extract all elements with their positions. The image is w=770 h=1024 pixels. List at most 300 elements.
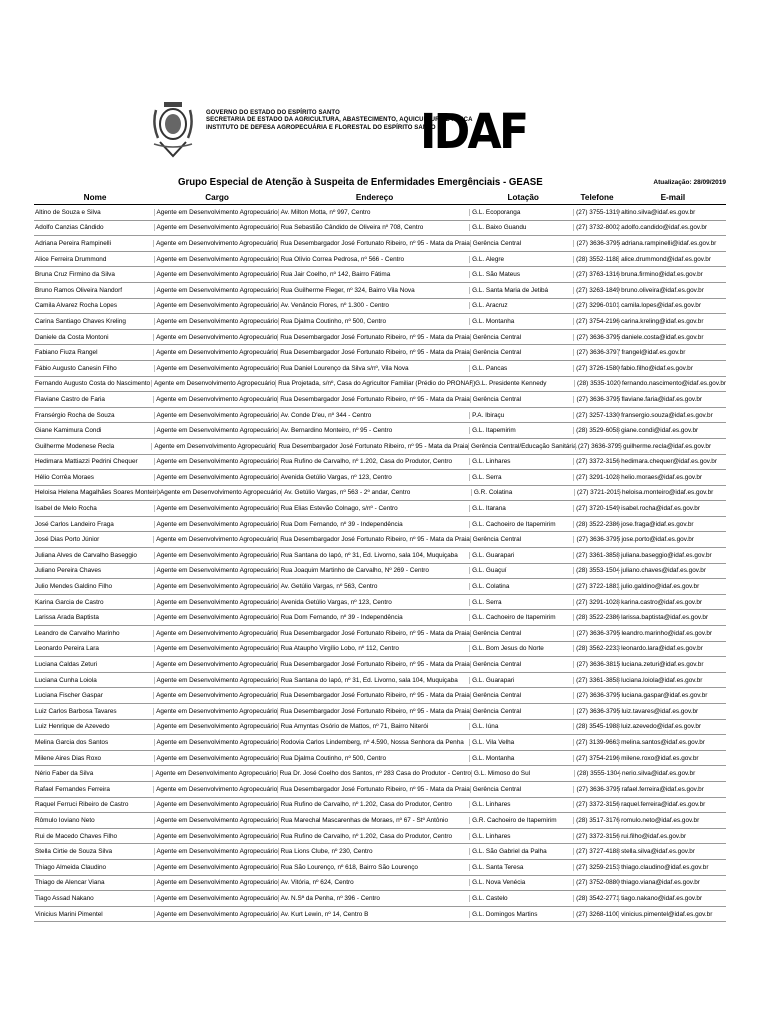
state-coat-of-arms-icon (150, 98, 196, 160)
table-row (34, 330, 726, 346)
table-row (34, 564, 726, 580)
cell-endereco: Rua Desembargador José Fortunato Ribeiro, nº 95 - Mata da Praia (277, 334, 470, 341)
cell-lotacao: Gerência Central (470, 786, 574, 793)
table-row (34, 829, 726, 845)
cell-email: milene.roxo@idaf.es.gov.br (618, 755, 726, 762)
cell-email: jose.porto@idaf.es.gov.br (618, 536, 726, 543)
cell-cargo: Agente em Desenvolvimento Agropecuário (154, 677, 278, 684)
cell-endereco: Rua Rufino de Carvalho, nº 1.202, Casa do Produtor, Centro (278, 801, 469, 808)
cell-telefone: (27) 3754-2196 (573, 755, 618, 762)
cell-telefone: (28) 3522-2386 (573, 614, 618, 621)
cell-cargo: Agente em Desenvolvimento Agropecuário (154, 271, 278, 278)
cell-lotacao: Gerência Central (470, 536, 574, 543)
table-row (34, 299, 726, 315)
cell-endereco: Rua Rufino de Carvalho, nº 1.202, Casa do Produtor, Centro (278, 833, 469, 840)
cell-cargo: Agente em Desenvolvimento Agropecuário (154, 645, 278, 652)
cell-nome: Fernando Augusto Costa do Nascimento (35, 380, 151, 388)
cell-email: juliano.chaves@idaf.es.gov.br (618, 567, 726, 574)
cell-lotacao: Gerência Central (470, 708, 574, 715)
cell-lotacao: Gerência Central (470, 396, 574, 403)
cell-endereco: Rua São Lourenço, nº 618, Bairro São Lourenço (278, 864, 469, 871)
cell-endereco: Rua Djalma Coutinho, nº 500, Centro (278, 755, 469, 762)
cell-lotacao: G.L. Guarapari (469, 552, 573, 559)
column-header-lotacao: Lotação (507, 192, 539, 202)
cell-endereco: Rua Desembargador José Fortunato Ribeiro, nº 95 - Mata da Praia (277, 396, 470, 403)
cell-endereco: Rua Sebastião Cândido de Oliveira nº 708, Centro (278, 224, 469, 231)
cell-nome: José Carlos Landeiro Fraga (35, 520, 114, 528)
table-row (34, 610, 726, 626)
cell-cargo: Agente em Desenvolvimento Agropecuário (151, 380, 275, 387)
cell-lotacao: G.L. Montanha (469, 755, 573, 762)
cell-lotacao: G.L. São Gabriel da Palha (469, 848, 573, 855)
cell-nome: Leonardo Pereira Lara (35, 645, 99, 653)
cell-telefone: (27) 3636-3795 (573, 396, 618, 403)
column-header-email: E-mail (660, 192, 686, 202)
cell-telefone: (28) 3545-1988 (573, 723, 618, 730)
table-row (34, 408, 726, 424)
table-row (34, 626, 726, 642)
cell-telefone: (27) 3636-3795 (573, 536, 618, 543)
cell-cargo: Agente em Desenvolvimento Agropecuário (154, 209, 278, 216)
cell-nome: Luciana Fischer Gaspar (35, 692, 103, 700)
cell-telefone: (27) 3752-0880 (573, 879, 618, 886)
cell-email: rafael.ferreira@idaf.es.gov.br (618, 786, 726, 793)
table-row (34, 798, 726, 814)
cell-nome: Vinicius Marini Pimentel (35, 910, 103, 918)
government-lines (206, 110, 473, 132)
cell-telefone: (27) 3721-2015 (574, 489, 619, 496)
cell-telefone: (27) 3372-3156 (573, 458, 618, 465)
cell-email: raquel.ferreira@idaf.es.gov.br (618, 801, 726, 808)
cell-nome: Isabel de Melo Rocha (35, 505, 97, 513)
cell-email: fabio.filho@idaf.es.gov.br (618, 365, 726, 372)
cell-endereco: Rua Desembargador José Fortunato Ribeiro, nº 95 - Mata da Praia (277, 240, 470, 247)
update-date: Atualização: 28/09/2019 (653, 179, 726, 186)
cell-endereco: Rua Djalma Coutinho, nº 500, Centro (278, 318, 469, 325)
cell-email: camila.lopes@idaf.es.gov.br (618, 302, 726, 309)
contacts-table (34, 190, 726, 922)
cell-nome: Carina Santiago Chaves Kreling (35, 317, 126, 325)
cell-telefone: (27) 3361-3858 (573, 552, 618, 559)
cell-email: juliana.baseggio@idaf.es.gov.br (618, 552, 726, 559)
cell-email: larissa.baptista@idaf.es.gov.br (618, 614, 726, 621)
cell-endereco: Rua Projetada, s/nº, Casa do Agricultor Familiar (Prédio do PRONAF) (275, 380, 472, 387)
cell-telefone: (28) 3553-1504 (573, 567, 618, 574)
cell-lotacao: G.L. Itapemirim (469, 427, 573, 434)
cell-lotacao: G.L. Castelo (469, 895, 573, 902)
cell-telefone: (27) 3763-1316 (573, 271, 618, 278)
cell-email: julio.galdino@idaf.es.gov.br (618, 583, 726, 590)
cell-cargo: Agente em Desenvolvimento Agropecuário (154, 879, 278, 886)
cell-nome: Luiz Carlos Barbosa Tavares (35, 707, 117, 715)
cell-telefone: (27) 3636-3795 (575, 443, 620, 450)
cell-endereco: Rodovia Carlos Lindemberg, nº 4.590, Nossa Senhora da Penha (278, 739, 469, 746)
table-row (34, 860, 726, 876)
cell-lotacao: Gerência Central (470, 240, 574, 247)
cell-cargo: Agente em Desenvolvimento Agropecuário (154, 318, 278, 325)
cell-nome: Heloisa Helena Magalhães Soares Monteiro (35, 489, 161, 497)
cell-email: giane.condi@idaf.es.gov.br (618, 427, 726, 434)
cell-endereco: Rua Desembargador José Fortunato Ribeiro, nº 95 - Mata da Praia (277, 661, 470, 668)
cell-lotacao: G.L. Linhares (469, 801, 573, 808)
cell-email: leandro.marinho@idaf.es.gov.br (618, 630, 726, 637)
cell-email: thiago.claudino@idaf.es.gov.br (618, 864, 726, 871)
cell-telefone: (28) 3529-6058 (573, 427, 618, 434)
cell-email: thiago.viana@idaf.es.gov.br (618, 879, 726, 886)
cell-email: daniele.costa@idaf.es.gov.br (618, 334, 726, 341)
cell-nome: Juliana Alves de Carvalho Baseggio (35, 551, 137, 559)
cell-telefone: (27) 3259-2153 (573, 864, 618, 871)
cell-cargo: Agente em Desenvolvimento Agropecuário (154, 427, 278, 434)
cell-cargo: Agente em Desenvolvimento Agropecuário (154, 567, 278, 574)
cell-telefone: (27) 3268-1100 (573, 911, 618, 918)
cell-telefone: (28) 3555-1304 (574, 770, 619, 777)
cell-lotacao: G.L. Mimoso do Sul (471, 770, 574, 777)
cell-telefone: (27) 3636-3795 (573, 334, 618, 341)
cell-email: helio.moraes@idaf.es.gov.br (618, 474, 726, 481)
cell-nome: Rafael Fernandes Ferreira (35, 785, 110, 793)
cell-telefone: (27) 3291-1028 (573, 599, 618, 606)
column-header-telefone: Telefone (580, 192, 614, 202)
cell-cargo: Agente em Desenvolvimento Agropecuário (154, 552, 278, 559)
document-title: Grupo Especial de Atenção à Suspeita de Enfermidades Emergênciais - GEASE (178, 176, 543, 188)
cell-lotacao: G.L. Vila Velha (469, 739, 573, 746)
cell-endereco: Rua Desembargador José Fortunato Ribeiro, nº 95 - Mata da Praia (277, 692, 470, 699)
cell-cargo: Agente em Desenvolvimento Agropecuário (151, 443, 275, 450)
cell-endereco: Rua Rufino de Carvalho, nº 1.202, Casa do Produtor, Centro (278, 458, 469, 465)
cell-telefone: (28) 3562-2233 (573, 645, 618, 652)
cell-email: flaviane.faria@idaf.es.gov.br (618, 396, 726, 403)
cell-nome: Rômulo Ioviano Neto (35, 816, 95, 824)
cell-cargo: Agente em Desenvolvimento Agropecuário (154, 864, 278, 871)
cell-cargo: Agente em Desenvolvimento Agropecuário (154, 739, 278, 746)
cell-email: tiago.nakano@idaf.es.gov.br (618, 895, 726, 902)
cell-cargo: Agente em Desenvolvimento Agropecuário (154, 599, 278, 606)
cell-nome: Luciana Caldas Zeturi (35, 661, 98, 669)
cell-telefone: (28) 3522-2386 (573, 521, 618, 528)
cell-lotacao: G.L. Guaçuí (469, 567, 573, 574)
cell-endereco: Rua Dom Fernando, nº 39 - Independência (278, 614, 469, 621)
table-row (34, 579, 726, 595)
cell-telefone: (27) 3636-3795 (573, 240, 618, 247)
cell-endereco: Rua Santana do Iapó, nº 31, Ed. Livorno, sala 104, Muquiçaba (278, 677, 469, 684)
table-row (34, 657, 726, 673)
cell-cargo: Agente em Desenvolvimento Agropecuário (154, 755, 278, 762)
cell-lotacao: G.L. Guarapari (469, 677, 573, 684)
table-row (34, 439, 726, 455)
cell-nome: Julio Mendes Galdino Filho (35, 583, 113, 591)
table-row (34, 345, 726, 361)
cell-nome: Fransérgio Rocha de Souza (35, 411, 115, 419)
cell-telefone: (27) 3755-1319 (573, 209, 618, 216)
cell-lotacao: G.L. Domingos Martins (469, 911, 573, 918)
cell-lotacao: Gerência Central (470, 692, 574, 699)
cell-telefone: (27) 3372-3156 (573, 833, 618, 840)
cell-email: altino.silva@idaf.es.gov.br (618, 209, 726, 216)
cell-telefone: (27) 3636-3795 (573, 692, 618, 699)
cell-lotacao: Gerência Central/Educação Sanitária (468, 443, 575, 450)
cell-endereco: Rua Marechal Mascarenhas de Moraes, nº 67 - Stº Antônio (278, 817, 469, 824)
cell-email: carina.kreling@idaf.es.gov.br (618, 318, 726, 325)
cell-telefone: (27) 3361-3858 (573, 677, 618, 684)
cell-email: luiz.tavares@idaf.es.gov.br (618, 708, 726, 715)
cell-lotacao: G.L. Serra (469, 599, 573, 606)
cell-email: frangel@idaf.es.gov.br (618, 349, 726, 356)
cell-telefone: (28) 3542-2771 (573, 895, 618, 902)
table-row (34, 704, 726, 720)
cell-nome: Hélio Corrêa Moraes (35, 473, 94, 481)
cell-cargo: Agente em Desenvolvimento Agropecuário (153, 708, 277, 715)
cell-cargo: Agente em Desenvolvimento Agropecuário (153, 630, 277, 637)
cell-endereco: Av. N.Sª da Penha, nº 396 - Centro (278, 895, 469, 902)
cell-cargo: Agente em Desenvolvimento Agropecuário (157, 489, 281, 496)
table-row (34, 673, 726, 689)
cell-nome: Adriana Pereira Rampinelli (35, 239, 112, 247)
cell-cargo: Agente em Desenvolvimento Agropecuário (154, 911, 278, 918)
gov-line-3: INSTITUTO DE DEFESA AGROPECUÁRIA E FLORESTAL DO ESPÍRITO SANTO (206, 124, 436, 131)
cell-endereco: Av. Bernardino Monteiro, nº 95 - Centro (278, 427, 469, 434)
cell-endereco: Av. Milton Motta, nº 997, Centro (278, 209, 469, 216)
cell-lotacao: Gerência Central (470, 349, 574, 356)
cell-cargo: Agente em Desenvolvimento Agropecuário (153, 786, 277, 793)
cell-endereco: Avenida Getúlio Vargas, nº 123, Centro (278, 474, 469, 481)
cell-email: fernando.nascimento@idaf.es.gov.br (619, 380, 726, 387)
table-row (34, 891, 726, 907)
cell-email: melina.santos@idaf.es.gov.br (618, 739, 726, 746)
cell-lotacao: G.L. Bom Jesus do Norte (469, 645, 573, 652)
cell-cargo: Agente em Desenvolvimento Agropecuário (154, 287, 278, 294)
cell-cargo: Agente em Desenvolvimento Agropecuário (154, 458, 278, 465)
cell-email: isabel.rocha@idaf.es.gov.br (618, 505, 726, 512)
cell-cargo: Agente em Desenvolvimento Agropecuário (154, 412, 278, 419)
cell-telefone: (28) 3552-1188 (573, 256, 618, 263)
cell-nome: Leandro de Carvalho Marinho (35, 629, 120, 637)
cell-lotacao: G.L. Alegre (469, 256, 573, 263)
cell-lotacao: P.A. Ibiraçu (469, 412, 573, 419)
cell-cargo: Agente em Desenvolvimento Agropecuário (153, 396, 277, 403)
cell-telefone: (27) 3257-1330 (573, 412, 618, 419)
table-row (34, 642, 726, 658)
cell-cargo: Agente em Desenvolvimento Agropecuário (154, 474, 278, 481)
cell-email: stella.silva@idaf.es.gov.br (618, 848, 726, 855)
cell-endereco: Rua Amyntas Osório de Mattos, nº 71, Bairro Niterói (278, 723, 469, 730)
cell-nome: Thiago Almeida Claudino (35, 863, 107, 871)
table-row (34, 455, 726, 471)
cell-endereco: Rua Guilherme Fleger, nº 324, Bairro Vila Nova (278, 287, 469, 294)
cell-cargo: Agente em Desenvolvimento Agropecuário (153, 240, 277, 247)
cell-endereco: Rua Dom Fernando, nº 39 - Independência (278, 521, 469, 528)
cell-lotacao: Gerência Central (470, 661, 574, 668)
cell-endereco: Rua Desembargador José Fortunato Ribeiro, nº 95 - Mata da Praia (277, 786, 470, 793)
column-header-nome: Nome (83, 192, 107, 202)
cell-lotacao: G.R. Colatina (471, 489, 574, 496)
cell-email: bruna.firmino@idaf.es.gov.br (618, 271, 726, 278)
cell-endereco: Rua Santana do Iapó, nº 31, Ed. Livorno, sala 104, Muquiçaba (278, 552, 469, 559)
cell-lotacao: G.L. Cachoeiro de Itapemirim (469, 521, 573, 528)
cell-nome: Guilherme Modenese Recla (35, 442, 115, 450)
cell-cargo: Agente em Desenvolvimento Agropecuário (154, 848, 278, 855)
cell-cargo: Agente em Desenvolvimento Agropecuário (154, 817, 278, 824)
cell-nome: Giane Kamimura Condi (35, 427, 102, 435)
cell-cargo: Agente em Desenvolvimento Agropecuário (154, 833, 278, 840)
cell-lotacao: G.L. Aracruz (469, 302, 573, 309)
idaf-logo-text: IDAF (420, 103, 527, 160)
cell-nome: José Dias Porto Júnior (35, 536, 100, 544)
cell-cargo: Agente em Desenvolvimento Agropecuário (154, 895, 278, 902)
cell-nome: Karina Garcia de Castro (35, 598, 104, 606)
cell-lotacao: G.L. Cachoeiro de Itapemirim (469, 614, 573, 621)
cell-cargo: Agente em Desenvolvimento Agropecuário (154, 256, 278, 263)
cell-endereco: Rua Desembargador José Fortunato Ribeiro, nº 95 - Mata da Praia (275, 443, 468, 450)
cell-nome: Luiz Henrique de Azevedo (35, 723, 110, 731)
cell-telefone: (27) 3372-3156 (573, 801, 618, 808)
cell-cargo: Agente em Desenvolvimento Agropecuário (154, 614, 278, 621)
column-header-endereco: Endereço (355, 192, 394, 202)
cell-lotacao: G.L. Colatina (469, 583, 573, 590)
cell-email: luciana.zeturi@idaf.es.gov.br (618, 661, 726, 668)
table-row (34, 221, 726, 237)
cell-nome: Daniele da Costa Montoni (35, 333, 109, 341)
gov-line-1: GOVERNO DO ESTADO DO ESPÍRITO SANTO (206, 110, 340, 116)
cell-cargo: Agente em Desenvolvimento Agropecuário (153, 349, 277, 356)
cell-email: heloisa.monteiro@idaf.es.gov.br (619, 489, 726, 496)
cell-endereco: Rua Desembargador José Fortunato Ribeiro, nº 95 - Mata da Praia (277, 536, 470, 543)
cell-lotacao: G.L. Pancas (469, 365, 573, 372)
cell-endereco: Rua Lions Clube, nº 230, Centro (278, 848, 469, 855)
cell-email: vinicius.pimentel@idaf.es.gov.br (618, 911, 726, 918)
cell-lotacao: G.L. Linhares (469, 458, 573, 465)
cell-email: karina.castro@idaf.es.gov.br (618, 599, 726, 606)
cell-nome: Luciana Cunha Loiola (35, 676, 97, 684)
cell-cargo: Agente em Desenvolvimento Agropecuário (153, 661, 277, 668)
cell-nome: Alice Ferreira Drummond (35, 255, 107, 263)
table-row (34, 548, 726, 564)
idaf-logo (420, 103, 527, 160)
table-row (34, 501, 726, 517)
cell-email: luiz.azevedo@idaf.es.gov.br (618, 723, 726, 730)
cell-nome: Hedimara Mattiazzi Pedrini Chequer (35, 458, 138, 466)
cell-nome: Melina Garcia dos Santos (35, 738, 109, 746)
table-row (34, 314, 726, 330)
table-body (34, 205, 726, 922)
cell-cargo: Agente em Desenvolvimento Agropecuário (153, 536, 277, 543)
cell-endereco: Rua Desembargador José Fortunato Ribeiro, nº 95 - Mata da Praia (277, 708, 470, 715)
cell-cargo: Agente em Desenvolvimento Agropecuário (154, 801, 278, 808)
cell-nome: Thiago de Alencar Viana (35, 879, 105, 887)
table-row (34, 735, 726, 751)
cell-telefone: (27) 3720-1549 (573, 505, 618, 512)
cell-nome: Fábio Augusto Canesin Filho (35, 364, 117, 372)
cell-endereco: Av. Kurt Lewin, nº 14, Centro B (278, 911, 469, 918)
cell-nome: Bruno Ramos Oliveira Nandorf (35, 286, 123, 294)
cell-nome: Stella Cirtie de Souza Silva (35, 848, 113, 856)
table-row (34, 844, 726, 860)
table-row (34, 283, 726, 299)
table-header-row (34, 190, 726, 205)
cell-email: luciana.gaspar@idaf.es.gov.br (618, 692, 726, 699)
cell-cargo: Agente em Desenvolvimento Agropecuário (154, 583, 278, 590)
cell-lotacao: G.L. Serra (469, 474, 573, 481)
cell-telefone: (27) 3139-9663 (573, 739, 618, 746)
cell-endereco: Av. Conde D'eu, nº 344 - Centro (278, 412, 469, 419)
table-row (34, 205, 726, 221)
cell-endereco: Av. Venâncio Flores, nº 1.300 - Centro (278, 302, 469, 309)
table-row (34, 813, 726, 829)
cell-lotacao: G.L. Nova Venécia (469, 879, 573, 886)
cell-email: guilherme.recla@idaf.es.gov.br (620, 443, 726, 450)
table-row (34, 423, 726, 439)
cell-nome: Juliano Pereira Chaves (35, 567, 102, 575)
cell-lotacao: G.L. Baixo Guandu (469, 224, 573, 231)
cell-endereco: Av. Getúlio Vargas, nº 563, Centro (278, 583, 469, 590)
table-row (34, 720, 726, 736)
cell-email: nerio.silva@idaf.es.gov.br (619, 770, 726, 777)
cell-endereco: Rua Olívio Correa Pedrosa, nº 566 - Centro (278, 256, 469, 263)
cell-endereco: Av. Vitória, nº 624, Centro (278, 879, 469, 886)
cell-endereco: Rua Ataupho Virgílio Lobo, nº 112, Centro (278, 645, 469, 652)
cell-telefone: (27) 3296-0101 (573, 302, 618, 309)
table-row (34, 907, 726, 923)
cell-cargo: Agente em Desenvolvimento Agropecuário (154, 224, 278, 231)
table-row (34, 252, 726, 268)
cell-endereco: Av. Getúlio Vargas, nº 563 - 2º andar, Centro (281, 489, 471, 496)
table-row (34, 766, 726, 782)
table-row (34, 876, 726, 892)
cell-lotacao: G.L. Presidente Kennedy (472, 380, 574, 387)
cell-nome: Adolfo Canzias Cândido (35, 224, 104, 232)
cell-endereco: Rua Desembargador José Fortunato Ribeiro, nº 95 - Mata da Praia (277, 349, 470, 356)
cell-nome: Bruna Cruz Firmino da Silva (35, 271, 115, 279)
cell-nome: Flaviane Castro de Faria (35, 395, 105, 403)
cell-email: bruno.oliveira@idaf.es.gov.br (618, 287, 726, 294)
cell-cargo: Agente em Desenvolvimento Agropecuário (152, 770, 276, 777)
table-row (34, 470, 726, 486)
cell-endereco: Rua Desembargador José Fortunato Ribeiro, nº 95 - Mata da Praia (277, 630, 470, 637)
cell-nome: Camila Alvarez Rocha Lopes (35, 302, 118, 310)
cell-cargo: Agente em Desenvolvimento Agropecuário (154, 302, 278, 309)
table-row (34, 392, 726, 408)
cell-email: alice.drummond@idaf.es.gov.br (618, 256, 726, 263)
cell-telefone: (28) 3535-1020 (574, 380, 619, 387)
cell-telefone: (27) 3726-1580 (573, 365, 618, 372)
cell-telefone: (27) 3636-3815 (573, 661, 618, 668)
table-row (34, 751, 726, 767)
cell-email: fransergio.souza@idaf.es.gov.br (618, 412, 726, 419)
cell-lotacao: G.L. Santa Teresa (469, 864, 573, 871)
cell-endereco: Rua Daniel Lourenço da Silva s/nº, Vila Nova (278, 365, 469, 372)
cell-nome: Rui de Macedo Chaves Filho (35, 832, 118, 840)
cell-nome: Fabiano Fiuza Rangel (35, 349, 98, 357)
cell-lotacao: G.L. Montanha (469, 318, 573, 325)
table-row (34, 377, 726, 393)
table-row (34, 361, 726, 377)
cell-endereco: Rua Elias Estevão Colnago, s/nº - Centro (278, 505, 469, 512)
cell-cargo: Agente em Desenvolvimento Agropecuário (154, 521, 278, 528)
cell-nome: Milene Aires Dias Roxo (35, 754, 102, 762)
cell-lotacao: G.L. Santa Maria de Jetibá (469, 287, 573, 294)
cell-lotacao: Gerência Central (470, 334, 574, 341)
table-row (34, 517, 726, 533)
cell-lotacao: G.L. Linhares (469, 833, 573, 840)
cell-telefone: (27) 3263-1849 (573, 287, 618, 294)
cell-telefone: (27) 3636-3795 (573, 708, 618, 715)
cell-lotacao: G.L. São Mateus (469, 271, 573, 278)
cell-lotacao: G.L. Itarana (469, 505, 573, 512)
table-row (34, 595, 726, 611)
cell-nome: Raquel Ferruci Ribeiro de Castro (35, 801, 129, 809)
cell-email: hedimara.chequer@idaf.es.gov.br (618, 458, 726, 465)
cell-nome: Tiago Assad Nakano (35, 894, 94, 902)
